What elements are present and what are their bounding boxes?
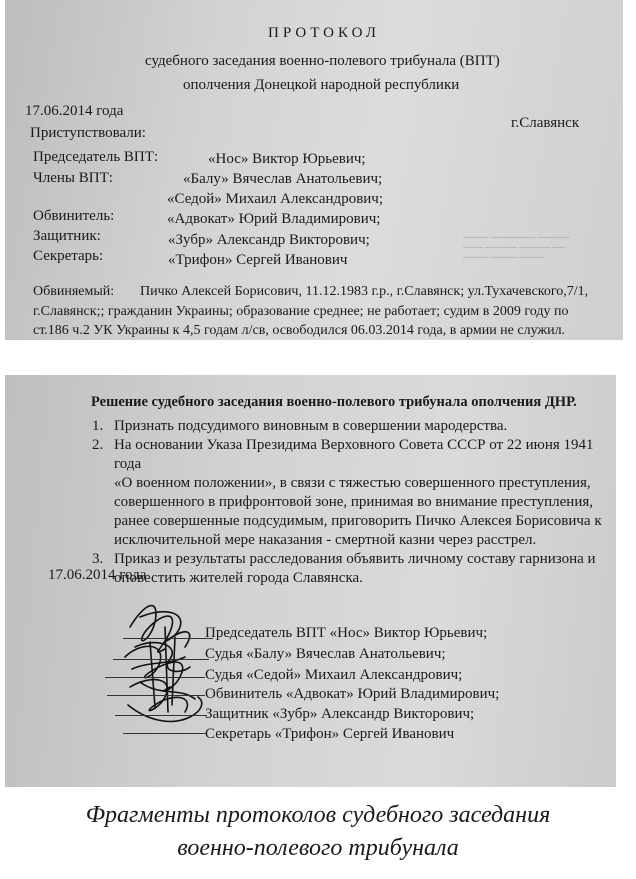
decision-item-2-line: совершенного в прифронтовой зоне, принимая во внимание преступления, (114, 494, 594, 510)
signature-line (115, 715, 207, 716)
signature-line (107, 695, 205, 696)
defender-label: Защитник: (33, 228, 101, 244)
show-through-text: ──── ─────── ───── ─── ───── ───── ── ──── ──── ──── (463, 232, 570, 262)
protocol-subtitle-line1: судебного заседания военно-полевого трибунала (ВПТ) (145, 53, 500, 69)
accused-line2: г.Славянск;; гражданин Украины; образование среднее; не работает; судим в 2009 году по (33, 304, 569, 319)
protocol-subtitle-line2: ополчения Донецкой народной республики (183, 77, 460, 93)
signatory-prosecutor: Обвинитель «Адвокат» Юрий Владимирович; (205, 686, 500, 702)
signatory-secretary: Секретарь «Трифон» Сергей Иванович (205, 726, 455, 742)
signature-line (123, 733, 207, 734)
decision-item-3-line: оповестить жителей города Славянска. (114, 570, 363, 586)
signatory-chairman: Председатель ВПТ «Нос» Виктор Юрьевич; (205, 625, 488, 641)
defender-name: «Зубр» Александр Викторович; (168, 232, 370, 248)
protocol-date: 17.06.2014 года (25, 103, 124, 119)
chairman-label: Председатель ВПТ: (33, 149, 159, 165)
secretary-name: «Трифон» Сергей Иванович (168, 252, 348, 268)
prosecutor-name: «Адвокат» Юрий Владимирович; (167, 211, 381, 227)
member2-name: «Седой» Михаил Александрович; (167, 191, 384, 207)
decision-item-3-line: Приказ и результаты расследования объявить личному составу гарнизона и (114, 551, 596, 567)
decision-item-1 (92, 417, 616, 436)
signatory-judge-balu: Судья «Балу» Вячеслав Анатольевич; (205, 646, 446, 662)
accused-line1: Пичко Алексей Борисович, 11.12.1983 г.р., г.Славянск; ул.Тухачевского,7/1, (140, 284, 589, 299)
decision-item-1-number: 1. (92, 418, 104, 434)
signatory-judge-sedoy: Судья «Седой» Михаил Александрович; (205, 667, 463, 683)
decision-fragment (5, 375, 616, 787)
caption-line2: военно-полевого трибунала (177, 835, 459, 861)
member1-name: «Балу» Вячеслав Анатольевич; (183, 171, 383, 187)
secretary-label: Секретарь: (33, 248, 104, 264)
signature-line (123, 638, 213, 639)
decision-item-2 (92, 436, 616, 550)
caption-line1: Фрагменты протоколов судебного заседания (85, 802, 551, 828)
decision-item-3-number: 3. (92, 551, 104, 567)
protocol-fragment (5, 0, 623, 340)
accused-label: Обвиняемый: (33, 284, 115, 299)
protocol-title: ПРОТОКОЛ (268, 25, 380, 41)
decision-item-2-line: На основании Указа Президима Верховного Совета СССР от 22 июня 1941 года (114, 437, 594, 472)
members-label: Члены ВПТ: (33, 170, 113, 186)
signature-line (105, 677, 205, 678)
decision-heading: Решение судебного заседания военно-полевого трибунала ополчения ДНР. (91, 394, 577, 410)
signature-line (113, 659, 209, 660)
chairman-name: «Нос» Виктор Юрьевич; (208, 151, 366, 167)
decision-item-2-line: исключительной мере наказания - смертной казни через расстрел. (114, 532, 537, 548)
decision-item-2-line: ранее совершенные подсудимым, приговорить Пичко Алексея Борисовича к (114, 513, 602, 529)
decision-item-2-line: «О военном положении», в связи с тяжестью совершенного преступления, (114, 475, 591, 491)
signatory-defender: Защитник «Зубр» Александр Викторович; (205, 706, 475, 722)
present-label: Приступствовали: (30, 125, 146, 141)
decision-item-1-line: Признать подсудимого виновным в совершении мародерства. (114, 418, 508, 434)
accused-line3: ст.186 ч.2 УК Украины к 4,5 годам л/св, освободился 06.03.2014 года, в армии не служил. (33, 323, 566, 338)
decision-item-2-number: 2. (92, 437, 104, 453)
prosecutor-label: Обвинитель: (33, 208, 115, 224)
decision-date: 17.06.2014 года (48, 567, 147, 583)
protocol-city: г.Славянск (511, 115, 580, 131)
